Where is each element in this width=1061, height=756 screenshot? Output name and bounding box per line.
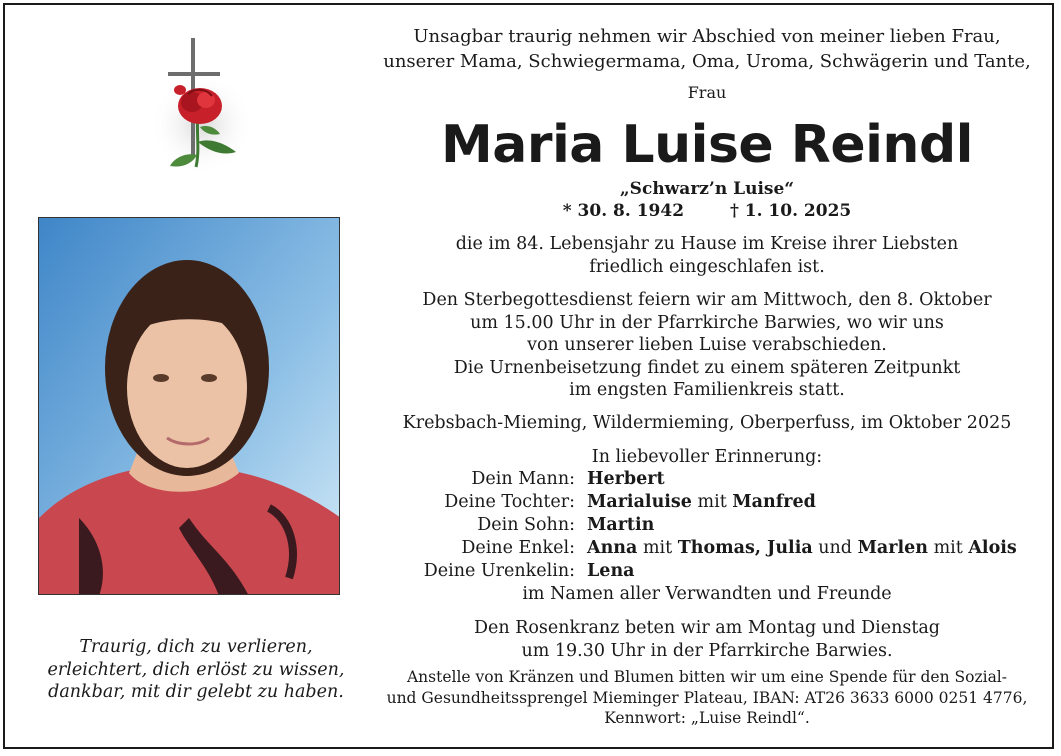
family-relation-label: Deine Urenkelin: xyxy=(423,561,575,581)
family-member-name: Anna xyxy=(587,538,638,558)
memory-title: In liebevoller Erinnerung: xyxy=(591,447,823,467)
service-paragraph xyxy=(372,289,1042,402)
family-member-names xyxy=(587,514,654,537)
cross-with-rose-icon xyxy=(140,32,260,192)
family-member-name: Lena xyxy=(587,561,635,581)
family-row xyxy=(372,514,1042,537)
paragraph-line: Den Rosenkranz beten wir am Montag und Dienstag xyxy=(473,618,941,638)
family-member-names: Marialuise mit Manfred xyxy=(587,492,816,512)
title-frau: Frau xyxy=(687,83,727,102)
intro-line: Unsagbar traurig nehmen wir Abschied von meiner lieben Frau, xyxy=(413,26,1001,47)
family-member-names xyxy=(587,468,665,491)
family-relation-label: Deine Tochter: xyxy=(444,492,575,512)
family-row xyxy=(372,468,1042,491)
family-relation-label: Deine Enkel: xyxy=(461,538,575,558)
poem-line: dankbar, mit dir gelebt zu haben. xyxy=(48,682,344,702)
family-member-name: Marialuise xyxy=(587,492,692,512)
paragraph-line: um 19.30 Uhr in der Pfarrkirche Barwies. xyxy=(521,640,893,661)
paragraph-line: die im 84. Lebensjahr zu Hause im Kreise ihrer Liebsten xyxy=(455,234,959,254)
intro-line: unserer Mama, Schwiegermama, Oma, Uroma, Schwägerin und Tante, xyxy=(383,51,1031,72)
family-member-names xyxy=(587,560,635,583)
portrait-photo xyxy=(38,217,340,595)
nickname: „Schwarz’n Luise“ xyxy=(619,179,795,199)
family-row xyxy=(372,491,1042,514)
family-member-name: Alois xyxy=(968,538,1017,558)
life-dates xyxy=(372,200,1042,223)
poem-line: Traurig, dich zu verlieren, xyxy=(79,637,313,657)
birth-date: * 30. 8. 1942 xyxy=(562,201,685,221)
family-member-name: Herbert xyxy=(587,469,665,489)
poem-line: erleichtert, dich erlöst zu wissen, xyxy=(47,659,345,680)
paragraph-line: und Gesundheitssprengel Mieminger Plateau, IBAN: AT26 3633 6000 0251 4776, xyxy=(386,688,1028,707)
relatives-line: im Namen aller Verwandten und Freunde xyxy=(522,584,892,604)
family-relation-label: Dein Sohn: xyxy=(477,515,575,535)
paragraph-line: Die Urnenbeisetzung findet zu einem späteren Zeitpunkt xyxy=(453,357,961,378)
family-list xyxy=(372,468,1042,583)
donation-paragraph xyxy=(372,667,1042,729)
paragraph-line: um 15.00 Uhr in der Pfarrkirche Barwies, wo wir uns xyxy=(470,312,944,333)
rosary-paragraph xyxy=(372,617,1042,662)
poem xyxy=(20,636,372,704)
paragraph-line: friedlich eingeschlafen ist. xyxy=(589,256,825,277)
deceased-name: Maria Luise Reindl xyxy=(441,115,973,175)
family-member-name: Thomas, Julia xyxy=(677,538,813,558)
family-row xyxy=(372,560,1042,583)
paragraph-line: im engsten Familienkreis statt. xyxy=(569,380,845,400)
paragraph-line: Kennwort: „Luise Reindl“. xyxy=(604,709,810,727)
death-date: † 1. 10. 2025 xyxy=(729,201,852,221)
family-relation-label: Dein Mann: xyxy=(471,469,575,489)
passing-paragraph xyxy=(372,233,1042,278)
paragraph-line: von unserer lieben Luise verabschieden. xyxy=(527,335,887,355)
place-date: Krebsbach-Mieming, Wildermieming, Oberperfuss, im Oktober 2025 xyxy=(402,413,1012,433)
paragraph-line: Anstelle von Kränzen und Blumen bitten wir um eine Spende für den Sozial- xyxy=(406,668,1008,686)
family-member-name: Manfred xyxy=(732,492,816,512)
family-member-name: Marlen xyxy=(857,538,928,558)
family-member-names: Anna mit Thomas, Julia und Marlen mit Alois xyxy=(587,538,1017,558)
intro-text xyxy=(372,24,1042,105)
family-row xyxy=(372,537,1042,560)
family-member-name: Martin xyxy=(587,515,655,535)
paragraph-line: Den Sterbegottesdienst feiern wir am Mittwoch, den 8. Oktober xyxy=(422,290,992,310)
